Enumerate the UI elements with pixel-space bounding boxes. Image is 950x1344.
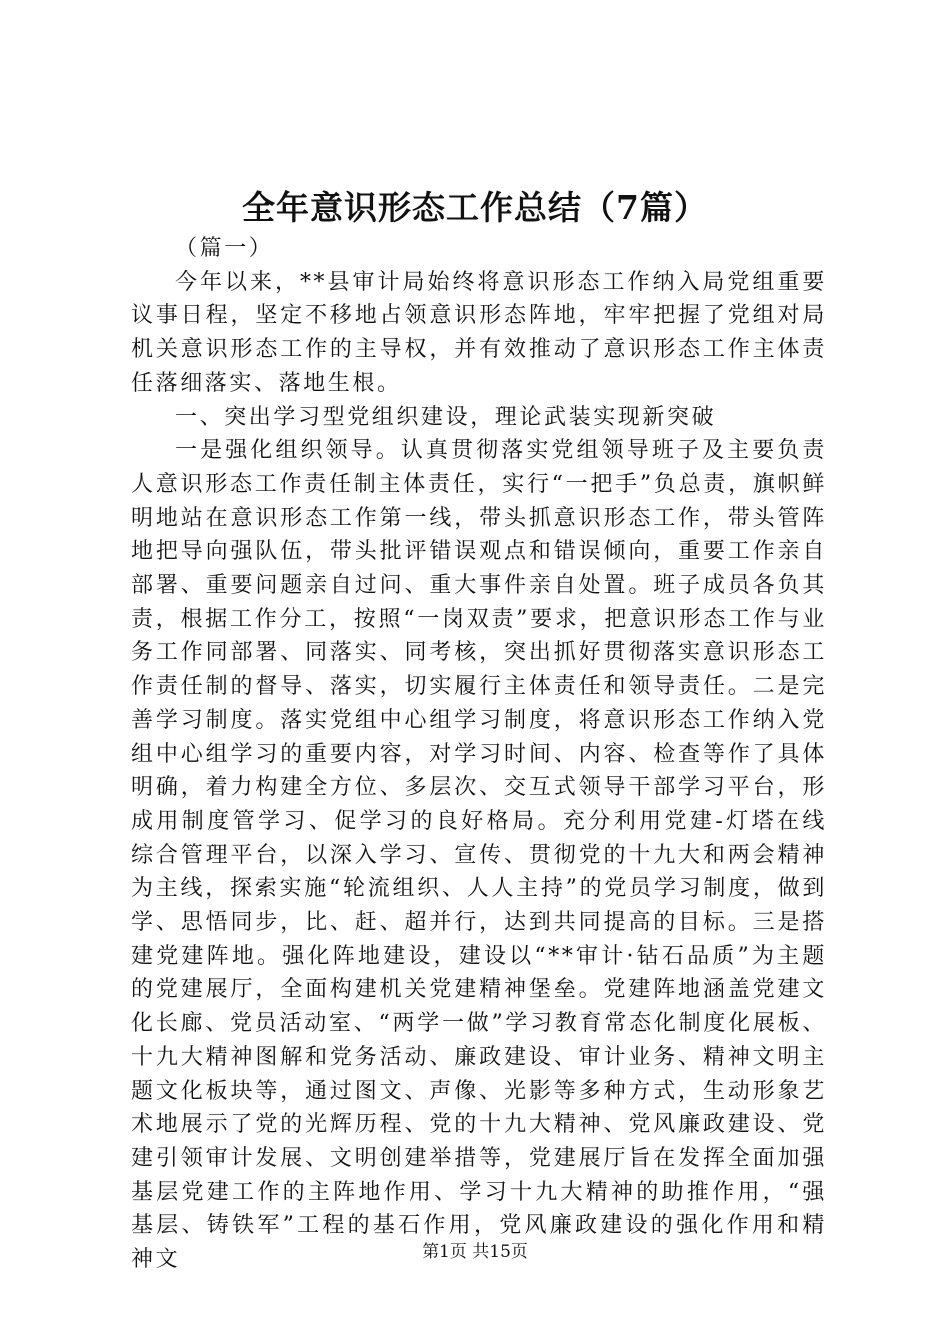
paragraph-body: 一是强化组织领导。认真贯彻落实党组领导班子及主要负责人意识形态工作责任制主体责任，实行“一把手”负总责，旗帜鲜明地站在意识形态工作第一线，带头抓意识形态工作，带头管阵地把导向强队伍，带头批评错误观点和错误倾向，重要工作亲自部署、重要问题亲自过问、重大事件亲自处置。班子成员各负其责，根据工作分工，按照“一岗双责”要求，把意识形态工作与业务工作同部署、同落实、同考核，突出抓好贯彻落实意识形态工作责任制的督导、落实，切实履行主体责任和领导责任。二是完善学习制度。落实党组中心组学习制度，将意识形态工作纳入党组中心组学习的重要内容，对学习时间、内容、检查等作了具体明确，着力构建全方位、多层次、交互式领导干部学习平台，形成用制度管学习、促学习的良好格局。充分利用党建-灯塔在线综合管理平台，以深入学习、宣传、贯彻党的十九大和两会精神为主线，探索实施“轮流组织、人人主持”的党员学习制度，做到学、思悟同步，比、赶、超并行，达到共同提高的目标。三是搭建党建阵地。强化阵地建设，建设以“**审计·钻石品质”为主题的党建展厅，全面构建机关党建精神堡垒。党建阵地涵盖党建文化长廊、党员活动室、“两学一做”学习教育常态化制度化展板、十九大精神图解和党务活动、廉政建设、审计业务、精神文明主题文化板块等，通过图文、声像、光影等多种方式，生动形象艺术地展示了党的光辉历程、党的十九大精神、党风廉政建设、党建引领审计发展、文明创建举措等，党建展厅旨在发挥全面加强基层党建工作的主阵地作用、学习十九大精神的助推作用，“强基层、铸铁军”工程的基石作用，党风廉政建设的强化作用和精神文 [131,438,827,1273]
section-heading: 一、突出学习型党组织建设，理论武装实现新突破 [175,404,717,430]
paragraph-intro: 今年以来，**县审计局始终将意识形态工作纳入局党组重要议事日程，坚定不移地占领意识形态阵地，牢牢把握了党组对局机关意识形态工作的主导权，并有效推动了意识形态工作主体责任落细落实、落地生根。 [131,269,827,396]
document-body [131,232,827,1277]
page-footer: 第1页 共15页 [422,1242,528,1262]
document-title: 全年意识形态工作总结（7篇） [242,188,708,227]
section-label: （篇一） [175,236,274,261]
